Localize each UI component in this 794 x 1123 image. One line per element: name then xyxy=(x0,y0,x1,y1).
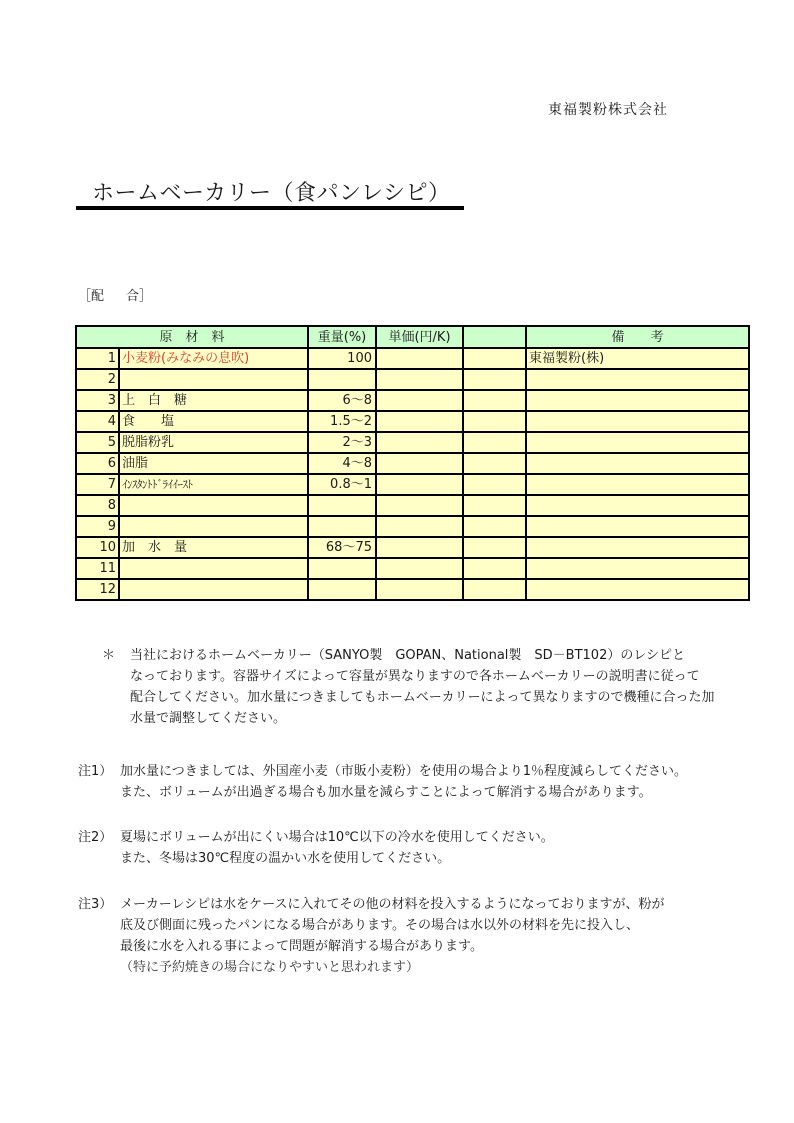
unit-price xyxy=(376,348,463,369)
unit-price xyxy=(376,390,463,411)
row-number: 6 xyxy=(76,453,119,474)
note-general xyxy=(78,645,714,729)
row-number: 4 xyxy=(76,411,119,432)
section-label-open: ［配 xyxy=(78,289,105,304)
extra-cell xyxy=(463,474,526,495)
extra-cell xyxy=(463,369,526,390)
extra-cell xyxy=(463,579,526,600)
note-2 xyxy=(78,827,554,869)
unit-price xyxy=(376,495,463,516)
row-number: 7 xyxy=(76,474,119,495)
note-3-line: 底及び側面に残ったパンになる場合があります。その場合は水以外の材料を先に投入し、 xyxy=(120,918,639,933)
row-number: 12 xyxy=(76,579,119,600)
note-general-line: 配合してください。加水量につきましてもホームベーカリーによって異なりますので機種に合った加 xyxy=(130,690,715,705)
column-header-remarks: 備 考 xyxy=(526,326,749,348)
ingredient-weight: 6～8 xyxy=(308,390,376,411)
ingredient-weight: 1.5～2 xyxy=(308,411,376,432)
table-row xyxy=(76,495,749,516)
ingredient-weight xyxy=(308,369,376,390)
note-3 xyxy=(78,894,665,978)
row-number: 1 xyxy=(76,348,119,369)
company-name: 東福製粉株式会社 xyxy=(548,102,668,118)
ingredient-weight: 0.8～1 xyxy=(308,474,376,495)
note-2-mark: 注2） xyxy=(78,830,113,845)
note-general-line: 水量で調整してください。 xyxy=(130,711,287,726)
unit-price xyxy=(376,453,463,474)
remark-cell xyxy=(526,432,749,453)
ingredient-name xyxy=(119,495,308,516)
unit-price xyxy=(376,474,463,495)
extra-cell xyxy=(463,495,526,516)
extra-cell xyxy=(463,432,526,453)
table-row xyxy=(76,432,749,453)
ingredient-name: 脱脂粉乳 xyxy=(119,432,308,453)
remark-cell xyxy=(526,474,749,495)
page-title: ホームベーカリー（食パンレシピ） xyxy=(92,181,451,206)
extra-cell xyxy=(463,348,526,369)
table-row xyxy=(76,537,749,558)
note-3-line: メーカーレシピは水をケースに入れてその他の材料を投入するようになっておりますが、粉が xyxy=(120,897,665,912)
section-label xyxy=(78,285,152,304)
extra-cell xyxy=(463,390,526,411)
remark-cell xyxy=(526,537,749,558)
note-general-line: なっております。容器サイズによって容量が異なりますので各ホームベーカリーの説明書に従って xyxy=(130,669,700,684)
note-2-line: また、冬場は30℃程度の温かい水を使用してください。 xyxy=(120,851,451,866)
extra-cell xyxy=(463,411,526,432)
ingredient-name xyxy=(119,579,308,600)
note-3-line: （特に予約焼きの場合になりやすいと思われます） xyxy=(120,960,420,975)
ingredient-weight: 4～8 xyxy=(308,453,376,474)
title-underline xyxy=(76,206,464,210)
column-header-unit-price: 単価(円/K) xyxy=(376,326,463,348)
extra-cell xyxy=(463,516,526,537)
ingredient-weight xyxy=(308,558,376,579)
remark-cell xyxy=(526,516,749,537)
ingredient-name: 加 水 量 xyxy=(119,537,308,558)
table-row xyxy=(76,579,749,600)
ingredient-name: 食 塩 xyxy=(119,411,308,432)
ingredient-name xyxy=(119,516,308,537)
ingredient-name: 油脂 xyxy=(119,453,308,474)
table-row xyxy=(76,369,749,390)
row-number: 5 xyxy=(76,432,119,453)
note-1-line: また、ボリュームが出過ぎる場合も加水量を減らすことによって解消する場合があります。 xyxy=(120,785,652,800)
column-header-weight: 重量(%) xyxy=(308,326,376,348)
extra-cell xyxy=(463,537,526,558)
unit-price xyxy=(376,579,463,600)
recipe-table xyxy=(75,325,750,601)
note-general-line: 当社におけるホームベーカリー（SANYO製 GOPAN、National製 SD－BT102）のレシピと xyxy=(130,648,686,663)
table-row xyxy=(76,474,749,495)
unit-price xyxy=(376,558,463,579)
ingredient-weight: 2～3 xyxy=(308,432,376,453)
table-header-row xyxy=(76,326,749,348)
remark-cell xyxy=(526,558,749,579)
ingredient-weight: 68～75 xyxy=(308,537,376,558)
note-3-mark: 注3） xyxy=(78,897,113,912)
note-1 xyxy=(78,761,687,803)
ingredient-weight: 100 xyxy=(308,348,376,369)
note-2-line: 夏場にボリュームが出にくい場合は10℃以下の冷水を使用してください。 xyxy=(120,830,554,845)
table-row xyxy=(76,558,749,579)
unit-price xyxy=(376,411,463,432)
table-row xyxy=(76,516,749,537)
extra-cell xyxy=(463,453,526,474)
ingredient-name xyxy=(119,558,308,579)
note-1-mark: 注1） xyxy=(78,764,113,779)
ingredient-name: 上 白 糖 xyxy=(119,390,308,411)
row-number: 11 xyxy=(76,558,119,579)
remark-cell: 東福製粉(株) xyxy=(526,348,749,369)
unit-price xyxy=(376,537,463,558)
remark-cell xyxy=(526,453,749,474)
row-number: 10 xyxy=(76,537,119,558)
note-general-mark: ＊ xyxy=(102,648,116,663)
column-header-ingredient: 原 材 料 xyxy=(76,326,308,348)
table-row xyxy=(76,411,749,432)
unit-price xyxy=(376,369,463,390)
note-3-line: 最後に水を入れる事によって問題が解消する場合があります。 xyxy=(120,939,483,954)
section-label-close: 合］ xyxy=(126,289,153,304)
ingredient-weight xyxy=(308,495,376,516)
remark-cell xyxy=(526,411,749,432)
row-number: 3 xyxy=(76,390,119,411)
unit-price xyxy=(376,516,463,537)
row-number: 8 xyxy=(76,495,119,516)
extra-cell xyxy=(463,558,526,579)
table-row xyxy=(76,453,749,474)
ingredient-name xyxy=(119,369,308,390)
ingredient-name: 小麦粉(みなみの息吹) xyxy=(119,348,308,369)
table-row xyxy=(76,390,749,411)
remark-cell xyxy=(526,579,749,600)
column-header-blank xyxy=(463,326,526,348)
remark-cell xyxy=(526,390,749,411)
unit-price xyxy=(376,432,463,453)
note-1-line: 加水量につきましては、外国産小麦（市販小麦粉）を使用の場合より1％程度減らしてください。 xyxy=(120,764,688,779)
row-number: 2 xyxy=(76,369,119,390)
row-number: 9 xyxy=(76,516,119,537)
table-row xyxy=(76,348,749,369)
remark-cell xyxy=(526,369,749,390)
ingredient-weight xyxy=(308,579,376,600)
remark-cell xyxy=(526,495,749,516)
ingredient-name: ｲﾝｽﾀﾝﾄﾄﾞﾗｲｲｰｽﾄ xyxy=(119,474,308,495)
ingredient-weight xyxy=(308,516,376,537)
